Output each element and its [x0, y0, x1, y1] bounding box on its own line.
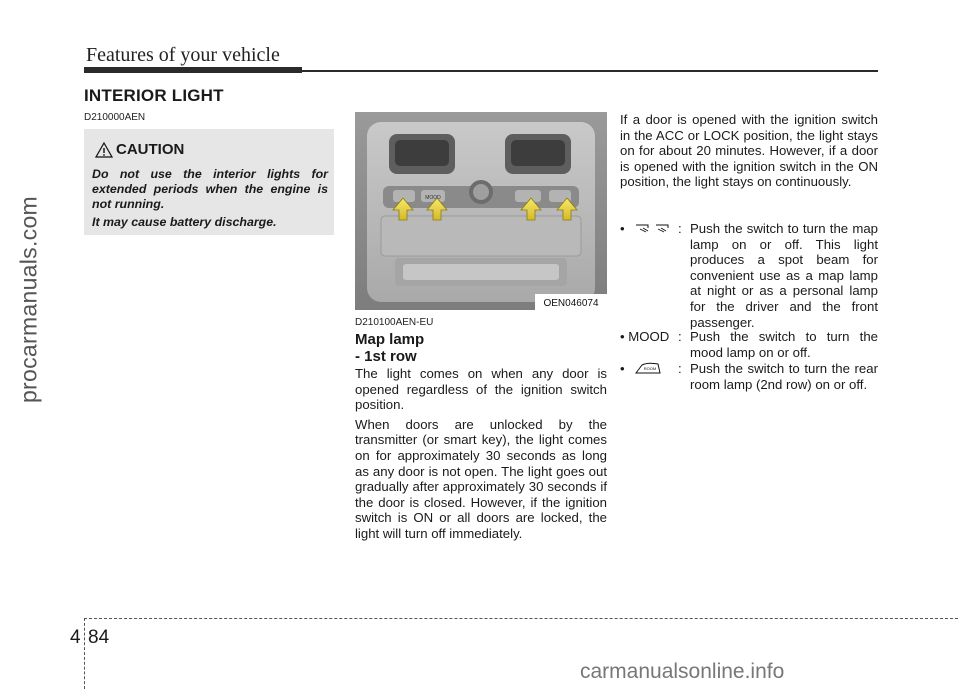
side-watermark: procarmanuals.com [15, 195, 42, 404]
map-lamp-subtitle: - 1st row [355, 348, 417, 365]
page-header-title: Features of your vehicle [86, 44, 280, 66]
header-rule-thick [84, 67, 302, 73]
map-lamp-title: Map lamp [355, 331, 425, 348]
bullet-mood-label: • MOOD [620, 329, 670, 344]
right-column-paragraph: If a door is opened with the ignition switch in the ACC or LOCK position, the light stays on for about 20 minutes. However, if a door is opened with the ignition switch in the ON position, the light stays on continuously. [620, 112, 878, 190]
bullet-mood [620, 329, 878, 361]
warning-triangle-icon [95, 142, 113, 158]
map-lamp-para-1: The light comes on when any door is opened regardless of the ignition switch position. [355, 366, 607, 413]
caution-text [92, 167, 328, 233]
header-rule-thin [302, 70, 878, 72]
svg-text:ROOM: ROOM [643, 366, 657, 371]
page-number: 84 [88, 627, 110, 648]
bullet-mood-desc: Push the switch to turn the mood lamp on or off. [690, 329, 878, 360]
bullet-rear-room [620, 361, 878, 409]
caution-line-2: It may cause battery discharge. [92, 215, 277, 229]
photo-caption: OEN046074 [543, 298, 599, 309]
footer-rule [84, 618, 958, 619]
caution-title: CAUTION [116, 141, 185, 158]
section-title: INTERIOR LIGHT [84, 86, 224, 105]
bullet-map-lamp [620, 221, 878, 330]
caution-line-1: Do not use the interior lights for extended periods when the engine is not running. [92, 167, 328, 211]
bullet-map-lamp-desc: Push the switch to turn the map lamp on or off. This light produces a spot beam for convenient use as a map lamp at night or as a personal lamp for the driver and the front passenger. [690, 221, 878, 330]
bullet-colon: : [678, 329, 682, 344]
overhead-console-photo [355, 112, 607, 310]
bullet-rear-room-label: • [620, 361, 625, 376]
map-lamp-code: D210100AEN-EU [355, 317, 434, 328]
map-lamp-body [355, 366, 607, 546]
bullet-map-lamp-label: • [620, 221, 625, 236]
bullet-colon: : [678, 361, 682, 376]
photo-mood-label: MOOD [425, 195, 441, 201]
chapter-number: 4 [70, 627, 81, 648]
section-code: D210000AEN [84, 112, 146, 123]
bullet-rear-room-desc: Push the switch to turn the rear room lamp (2nd row) on or off. [690, 361, 878, 392]
map-lamp-para-2: When doors are unlocked by the transmitter (or smart key), the light comes on for approximately 30 seconds as long as any door is not open. The light goes out gradually after approximately 30 seconds if the door is closed. However, if the ignition switch is ON or all doors are locked, the light will turn off immediately. [355, 416, 607, 541]
footer-divider [84, 618, 85, 689]
map-lamp-icon [634, 222, 672, 234]
bullet-colon: : [678, 221, 682, 236]
bottom-watermark: carmanualsonline.info [580, 660, 785, 683]
rear-room-lamp-icon [634, 361, 662, 375]
